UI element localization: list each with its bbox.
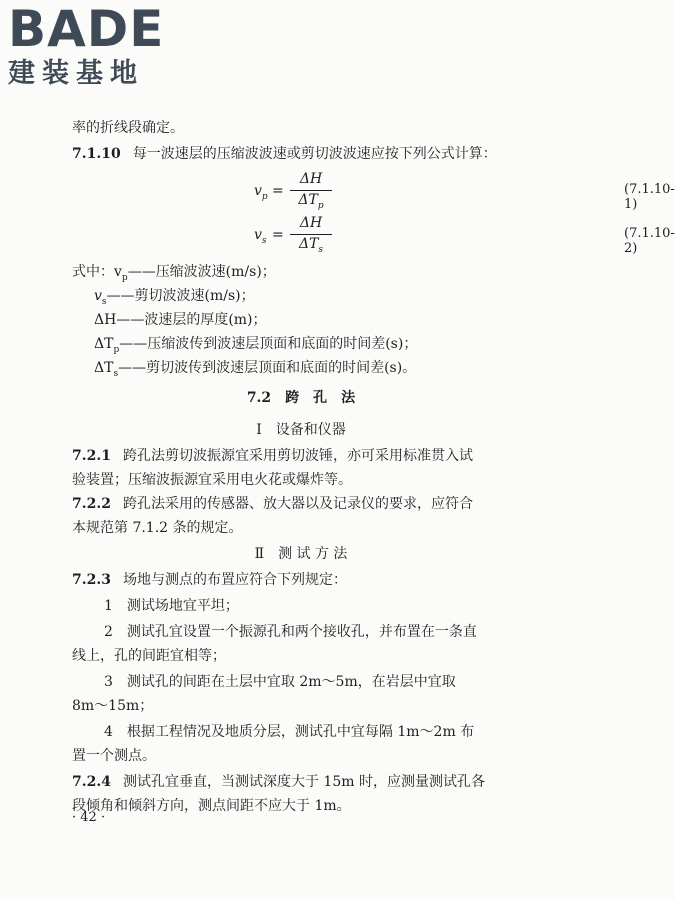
list-item: 1 测试场地宜平坦； (104, 598, 239, 614)
list-item: 3 测试孔的间距在土层中宜取 2m～5m，在岩层中宜取 (104, 674, 456, 690)
subsection-heading: Ⅰ 设备和仪器 (256, 422, 346, 438)
clause-7-2-3: 7.2.3 场地与测点的布置应符合下列规定： (72, 572, 347, 588)
clause-7-2-1: 7.2.1 跨孔法剪切波振源宜采用剪切波锤，亦可采用标准贯入试 (72, 448, 473, 464)
logo-subtitle: 建装基地 (8, 58, 144, 89)
formula-lhs: $v_p$ (254, 183, 268, 202)
equals-sign: = (272, 227, 284, 243)
text-line: 验装置；压缩波振源宜采用电火花或爆炸等。 (72, 472, 352, 488)
formula-lhs: $v_s$ (254, 227, 267, 246)
clause-7-2-2: 7.2.2 跨孔法采用的传感器、放大器以及记录仪的要求，应符合 (72, 496, 473, 512)
clause-number: 7.1.10 (72, 146, 121, 162)
clause-7-1-10 (72, 144, 497, 164)
section-heading: 7.2 跨 孔 法 (246, 390, 356, 406)
where-line: 式中：$v_p——$压缩波波速(m/s)； (72, 264, 276, 283)
clause-text: 每一波速层的压缩波波速或剪切波波速应按下列公式计算： (132, 146, 497, 162)
clause-7-2-4: 7.2.4 测试孔宜垂直，当测试深度大于 15m 时，应测量测试孔各 (72, 774, 485, 790)
text-line: 段倾角和倾斜方向，测点间距不应大于 1m。 (72, 798, 351, 814)
denominator: $\Delta T_p$ (298, 192, 324, 211)
fraction (290, 170, 332, 216)
brand-logo (8, 0, 183, 90)
where-line: ΔH——波速层的厚度(m)； (94, 312, 267, 328)
equation-number: (7.1.10-1) (624, 182, 675, 212)
page-number: · 42 · (72, 810, 106, 825)
text-line: 本规范第 7.1.2 条的规定。 (72, 520, 243, 536)
list-item: 2 测试孔宜设置一个振源孔和两个接收孔，并布置在一条直 (104, 624, 477, 640)
numerator: ΔH (299, 215, 323, 231)
list-item: 4 根据工程情况及地质分层，测试孔中宜每隔 1m～2m 布 (104, 724, 475, 740)
where-line: $\Delta T_s——$剪切波传到波速层顶面和底面的时间差(s)。 (94, 360, 417, 379)
numerator: ΔH (299, 171, 323, 187)
equation-number: (7.1.10-2) (624, 226, 675, 256)
equals-sign: = (272, 183, 284, 199)
denominator: $\Delta T_s$ (298, 236, 324, 255)
fraction (290, 214, 332, 260)
text-line: 线上，孔的间距宜相等； (72, 648, 226, 664)
text-line: 置一个测点。 (72, 748, 156, 764)
subsection-heading: Ⅱ 测 试 方 法 (254, 546, 348, 562)
text-line: 率的折线段确定。 (72, 120, 184, 136)
text-line: 8m～15m； (72, 698, 154, 714)
logo-brand-text: BADE (8, 0, 165, 58)
where-line: $v_s——$剪切波波速(m/s)； (94, 288, 255, 307)
where-line: $\Delta T_p——$压缩波传到波速层顶面和底面的时间差(s)； (94, 336, 418, 355)
